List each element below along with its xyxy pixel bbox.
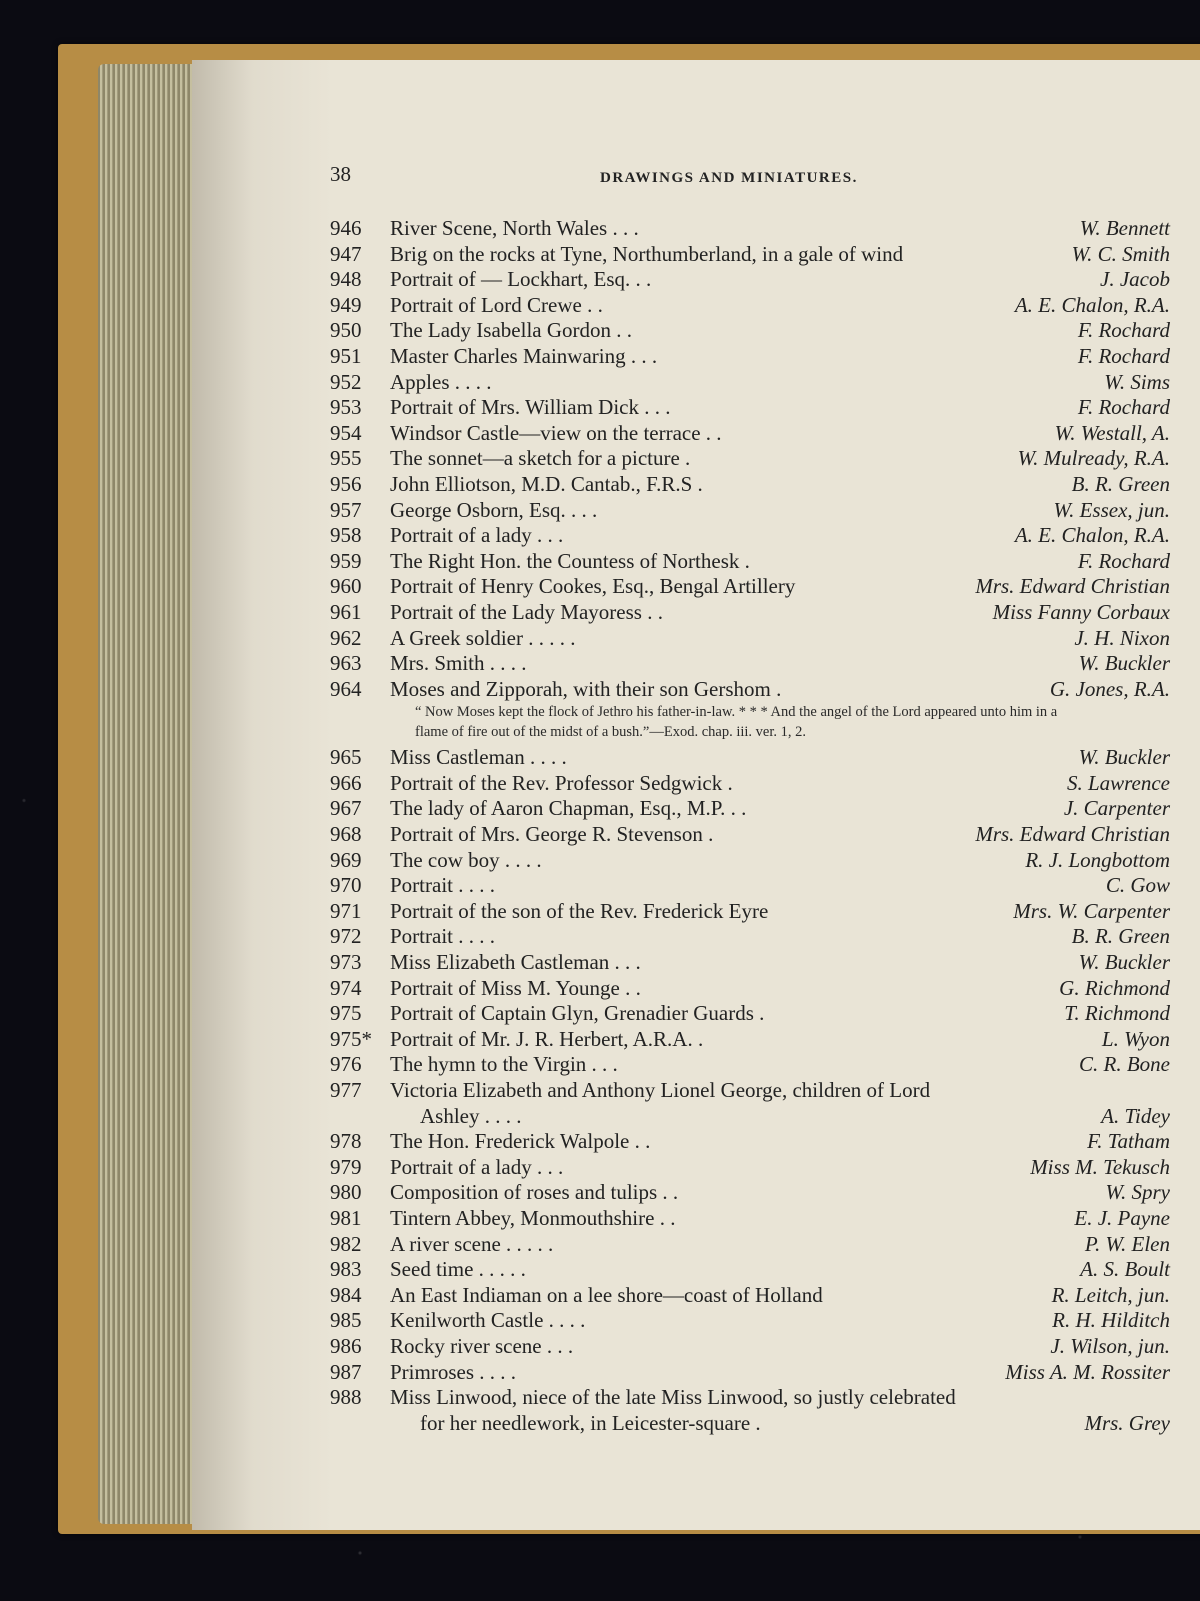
entry-title: Portrait . . . .: [390, 873, 495, 898]
entry-number: 983: [330, 1257, 362, 1282]
entry-number: 957: [330, 497, 362, 522]
entry-title: The Right Hon. the Countess of Northesk .: [390, 548, 750, 573]
entry-title: Miss Castleman . . . .: [390, 745, 567, 770]
entry-title: Portrait of Lord Crewe . .: [390, 292, 603, 317]
entry-title: Tintern Abbey, Monmouthshire . .: [390, 1205, 676, 1230]
entry-title: Portrait of Captain Glyn, Grenadier Guards .: [390, 1001, 765, 1026]
catalogue-entry: [330, 1001, 1170, 1027]
entry-number: 979: [330, 1154, 362, 1179]
entry-artist: J. Jacob: [1100, 267, 1170, 292]
scripture-quote: “ Now Moses kept the flock of Jethro his father-in-law. * * * And the angel of the Lord appeared unto him in a flame of fire out of the midst of a bush.”—Exod. chap. iii. ver. 1, 2.: [415, 704, 1058, 740]
entry-number: 986: [330, 1333, 362, 1358]
entry-title: Seed time . . . . .: [390, 1257, 526, 1282]
entry-title: Portrait of — Lockhart, Esq. . .: [390, 267, 652, 292]
entry-title: Victoria Elizabeth and Anthony Lionel George, children of Lord: [390, 1078, 931, 1102]
catalogue-entry: [330, 370, 1170, 396]
entry-number: 956: [330, 471, 362, 496]
entry-artist: Mrs. W. Carpenter: [1013, 898, 1170, 923]
entry-title: Composition of roses and tulips . .: [390, 1180, 679, 1205]
catalogue-entry: [330, 421, 1170, 447]
entry-artist: B. R. Green: [1071, 471, 1170, 496]
entry-number: 973: [330, 950, 362, 975]
entry-number: 953: [330, 395, 362, 420]
entry-artist: W. Spry: [1105, 1180, 1170, 1205]
entry-number: 952: [330, 369, 362, 394]
entry-artist: Miss A. M. Rossiter: [1005, 1359, 1170, 1384]
catalogue-entry: [330, 771, 1170, 797]
entry-number: 985: [330, 1308, 362, 1333]
entry-title: John Elliotson, M.D. Cantab., F.R.S .: [390, 471, 703, 496]
entry-artist: J. H. Nixon: [1074, 625, 1170, 650]
catalogue-entry: [330, 822, 1170, 848]
entry-artist: W. Mulready, R.A.: [1017, 446, 1170, 471]
entry-title: The sonnet—a sketch for a picture .: [390, 446, 691, 471]
catalogue-entry: [330, 293, 1170, 319]
entry-artist: A. E. Chalon, R.A.: [1014, 292, 1170, 317]
catalogue-entry: [330, 651, 1170, 677]
catalogue-entry: [330, 472, 1170, 498]
entry-title: Moses and Zipporah, with their son Gershom .: [390, 676, 782, 701]
entry-title: Primroses . . . .: [390, 1359, 516, 1384]
entry-number: 958: [330, 523, 362, 548]
catalogue-entry: [330, 1334, 1170, 1360]
entry-artist: L. Wyon: [1101, 1026, 1170, 1051]
entry-artist: J. Carpenter: [1063, 796, 1170, 821]
entry-number: 960: [330, 574, 362, 599]
entry-artist: W. Essex, jun.: [1053, 497, 1170, 522]
catalogue-entry: [330, 1283, 1170, 1309]
catalogue-entry: [330, 848, 1170, 874]
entry-title: An East Indiaman on a lee shore—coast of Holland: [390, 1282, 823, 1307]
entry-number: 948: [330, 267, 362, 292]
catalogue-entry: [330, 600, 1170, 626]
entry-artist: W. C. Smith: [1071, 241, 1170, 266]
entry-artist: C. R. Bone: [1079, 1052, 1170, 1077]
entry-artist: F. Rochard: [1077, 343, 1170, 368]
entry-number: 963: [330, 651, 362, 676]
entry-artist: Miss M. Tekusch: [1030, 1154, 1170, 1179]
catalogue-entry: [330, 1257, 1170, 1283]
entry-artist: W. Buckler: [1078, 745, 1170, 770]
entry-number: 964: [330, 676, 362, 701]
entry-title: Portrait of Mrs. William Dick . . .: [390, 395, 671, 420]
catalogue-entry: [330, 446, 1170, 472]
catalogue-entry: [330, 1078, 1170, 1104]
entry-number: 987: [330, 1359, 362, 1384]
catalogue-entry: [330, 1232, 1170, 1258]
entry-number: 959: [330, 548, 362, 573]
entry-artist: J. Wilson, jun.: [1050, 1333, 1170, 1358]
entry-number: 950: [330, 318, 362, 343]
entry-title: for her needlework, in Leicester-square .: [420, 1410, 761, 1435]
page-number: 38: [330, 162, 351, 186]
entry-number: 976: [330, 1052, 362, 1077]
running-head: DRAWINGS AND MINIATURES.: [600, 170, 858, 186]
entry-title: The hymn to the Virgin . . .: [390, 1052, 618, 1077]
entry-title: Master Charles Mainwaring . . .: [390, 343, 658, 368]
catalogue-entry: [330, 626, 1170, 652]
entry-artist: B. R. Green: [1071, 924, 1170, 949]
entry-number: 946: [330, 216, 362, 240]
catalogue-entry: [330, 1180, 1170, 1206]
entry-title: Rocky river scene . . .: [390, 1333, 574, 1358]
entry-number: 955: [330, 446, 362, 471]
entry-artist: Mrs. Edward Christian: [975, 822, 1170, 847]
entry-artist: Mrs. Edward Christian: [975, 574, 1170, 599]
entry-artist: F. Tatham: [1087, 1129, 1170, 1154]
entry-artist: R. H. Hilditch: [1052, 1308, 1170, 1333]
catalogue-entry: [330, 1104, 1170, 1130]
catalogue-entry: [330, 976, 1170, 1002]
entry-title: Kenilworth Castle . . . .: [390, 1308, 586, 1333]
catalogue-entry: [330, 796, 1170, 822]
entry-artist: G. Richmond: [1059, 975, 1170, 1000]
catalogue-entry: [330, 873, 1170, 899]
entry-title: Portrait of Miss M. Younge . .: [390, 975, 641, 1000]
entry-title: George Osborn, Esq. . . .: [390, 497, 598, 522]
entry-title: Portrait . . . .: [390, 924, 495, 949]
page-edges: [98, 64, 196, 1524]
entry-title: Portrait of a lady . . .: [390, 1154, 564, 1179]
entry-number: 951: [330, 343, 362, 368]
entry-number: 974: [330, 975, 362, 1000]
entry-artist: W. Buckler: [1078, 950, 1170, 975]
catalogue-entry: [330, 1027, 1170, 1053]
entry-artist: W. Buckler: [1078, 651, 1170, 676]
entry-title: Apples . . . .: [390, 369, 492, 394]
entry-number: 978: [330, 1129, 362, 1154]
entry-number: 982: [330, 1231, 362, 1256]
entry-title: The Hon. Frederick Walpole . .: [390, 1129, 651, 1154]
entry-number: 949: [330, 292, 362, 317]
entry-number: 969: [330, 847, 362, 872]
entry-title: Portrait of the Lady Mayoress . .: [390, 599, 663, 624]
catalogue-entry: [330, 899, 1170, 925]
catalogue-entry: [330, 1308, 1170, 1334]
catalogue-entry: [330, 1129, 1170, 1155]
entry-number: 988: [330, 1385, 362, 1410]
entry-title: Portrait of Mrs. George R. Stevenson .: [390, 822, 714, 847]
entry-title: Brig on the rocks at Tyne, Northumberland, in a gale of wind: [390, 241, 904, 266]
catalogue-entry: [330, 242, 1170, 268]
entry-title: The lady of Aaron Chapman, Esq., M.P. . .: [390, 796, 747, 821]
entry-number: 977: [330, 1078, 362, 1102]
entry-title: Portrait of the son of the Rev. Frederick Eyre: [390, 898, 769, 923]
catalogue-entry: [330, 1411, 1170, 1437]
entry-number: 984: [330, 1282, 362, 1307]
catalogue-entry: [330, 1360, 1170, 1386]
catalogue-entry: [330, 745, 1170, 771]
catalogue-entry: [330, 1385, 1170, 1411]
catalogue-entry: [330, 344, 1170, 370]
entry-artist: R. J. Longbottom: [1025, 847, 1170, 872]
entry-number: 961: [330, 599, 362, 624]
catalogue-entry: [330, 574, 1170, 600]
entry-artist: A. Tidey: [1101, 1103, 1170, 1128]
entry-title: Portrait of a lady . . .: [390, 523, 564, 548]
entry-number: 972: [330, 924, 362, 949]
catalogue-entry: [330, 924, 1170, 950]
catalogue-entry: [330, 549, 1170, 575]
catalogue-entry: [330, 1206, 1170, 1232]
catalogue-entry: [330, 498, 1170, 524]
entry-number: 947: [330, 241, 362, 266]
entry-title: Miss Elizabeth Castleman . . .: [390, 950, 641, 975]
entry-artist: W. Bennett: [1079, 216, 1170, 240]
entry-number: 975: [330, 1001, 362, 1026]
entry-title: River Scene, North Wales . . .: [390, 216, 639, 240]
entry-number: 975*: [330, 1026, 372, 1051]
entry-artist: W. Sims: [1104, 369, 1170, 394]
entry-artist: R. Leitch, jun.: [1051, 1282, 1170, 1307]
entry-artist: T. Richmond: [1064, 1001, 1170, 1026]
entry-title: Windsor Castle—view on the terrace . .: [390, 420, 722, 445]
entry-artist: A. E. Chalon, R.A.: [1014, 523, 1170, 548]
catalogue-entry: [330, 1052, 1170, 1078]
entry-artist: Miss Fanny Corbaux: [992, 599, 1170, 624]
entry-artist: F. Rochard: [1077, 318, 1170, 343]
entry-artist: C. Gow: [1105, 873, 1170, 898]
catalogue-list: [330, 216, 1170, 1436]
entry-number: 981: [330, 1205, 362, 1230]
entry-artist: P. W. Elen: [1084, 1231, 1170, 1256]
entry-artist: S. Lawrence: [1066, 770, 1170, 795]
entry-number: 966: [330, 770, 362, 795]
entry-number: 971: [330, 898, 362, 923]
entry-artist: A. S. Boult: [1080, 1257, 1170, 1282]
entry-title: Portrait of Henry Cookes, Esq., Bengal Artillery: [390, 574, 796, 599]
entry-artist: E. J. Payne: [1074, 1205, 1170, 1230]
entry-artist: G. Jones, R.A.: [1049, 676, 1170, 701]
catalogue-entry: [330, 677, 1170, 703]
entry-title: Portrait of the Rev. Professor Sedgwick .: [390, 770, 733, 795]
catalogue-entry: [330, 1155, 1170, 1181]
entry-title: Miss Linwood, niece of the late Miss Linwood, so justly celebrated: [390, 1385, 956, 1410]
entry-title: A Greek soldier . . . . .: [390, 625, 576, 650]
entry-title: Portrait of Mr. J. R. Herbert, A.R.A. .: [390, 1026, 704, 1051]
catalogue-entry: [330, 267, 1170, 293]
catalogue-entry: [330, 216, 1170, 242]
entry-number: 968: [330, 822, 362, 847]
entry-title: A river scene . . . . .: [390, 1231, 554, 1256]
catalogue-entry: [330, 395, 1170, 421]
entry-artist: Mrs. Grey: [1084, 1410, 1170, 1435]
entry-number: 970: [330, 873, 362, 898]
entry-title: Ashley . . . .: [420, 1103, 522, 1128]
entry-number: 962: [330, 625, 362, 650]
entry-number: 967: [330, 796, 362, 821]
entry-title: The Lady Isabella Gordon . .: [390, 318, 633, 343]
entry-number: 980: [330, 1180, 362, 1205]
entry-number: 965: [330, 745, 362, 770]
entry-title: Mrs. Smith . . . .: [390, 651, 527, 676]
entry-artist: W. Westall, A.: [1054, 420, 1170, 445]
catalogue-entry: [330, 318, 1170, 344]
entry-number: 954: [330, 420, 362, 445]
catalogue-entry: [330, 950, 1170, 976]
catalogue-entry: [330, 523, 1170, 549]
entry-title: The cow boy . . . .: [390, 847, 542, 872]
entry-artist: F. Rochard: [1077, 548, 1170, 573]
entry-artist: F. Rochard: [1077, 395, 1170, 420]
